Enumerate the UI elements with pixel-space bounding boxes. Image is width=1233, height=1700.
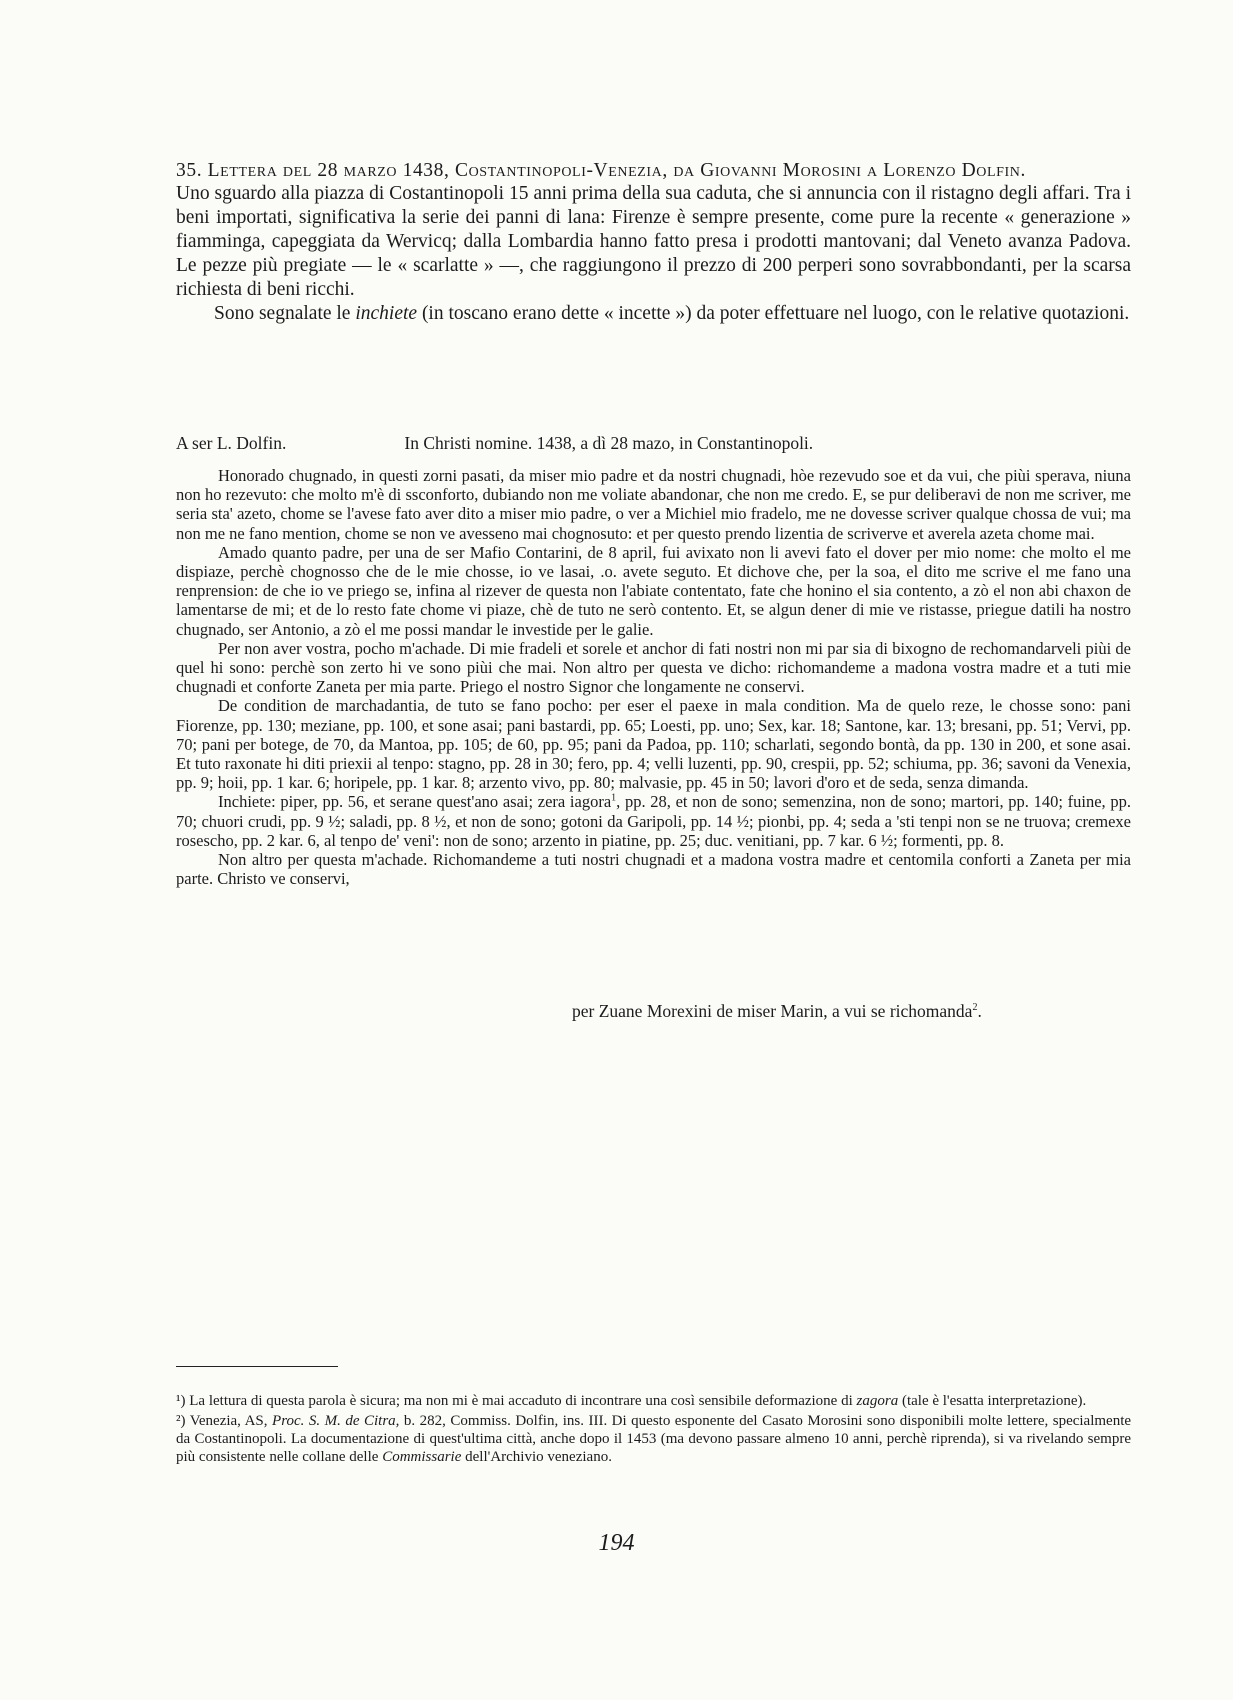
document-number: 35. [176, 160, 203, 181]
letter-text-span: Inchiete: piper, pp. 56, et serane quest'ano asai; zera iagora [218, 792, 612, 812]
footnote-term: Proc. S. M. de Citra, [272, 1413, 400, 1429]
intro-text-span: Sono segnalate le [214, 303, 351, 324]
letter-signature: per Zuane Morexini de miser Marin, a vui se richomanda$^2$. [572, 1001, 982, 1021]
intro-term: inchiete [355, 303, 418, 324]
letter-paragraph: Per non aver vostra, pocho m'achade. Di mie fradeli et sorele et anchor di fati nostri non mi par sia di bixogno de rechomandarveli piùi de quel hi sono: perchè son zerto hi ve sono piùi che mai. Non altro per questa ve dicho: richomandeme a madona vostra madre et a tuti mie chugnadi et conforte Zaneta per mia parte. Priego el nostro Signor che longamente ne conservi. [176, 638, 1131, 697]
footnote-text: La lettura di questa parola è sicura; ma non mi è mai accaduto di incontrare una così sensibile deformazione di [189, 1393, 853, 1409]
footnote-marker: 1 [611, 792, 617, 804]
letter-paragraph: Honorado chugnado, in questi zorni pasati, da miser mio padre et da nostri chugnadi, hòe rezevudo soe et da vui, che piùi sperava, niuna non ho rezevuto: che molto m'è di ssconforto, dubiando non me voliate abandonar, che non me credo. E, se pur deliberavi de non me scriver, me seria sta' azeto, chome se l'avese fato aver dito a miser mio padre, o ver a Michiel mio fradelo, me ne dovesse scriver qualque chossa de vui; ma non me ne fano mention, chome se non ve avesseno mai chognosuto: et per questo prendo lizentia de scriverve et averela azeta chome mai. [176, 466, 1131, 543]
page-number: 194 [598, 1530, 635, 1556]
footnote-text: b. 282, Commiss. Dolfin, ins. III. Di questo esponente del Casato Morosini sono disponibili molte lettere, specialmente da Costantinopoli. La documentazione di quest'ultima città, anche dopo il 1453 (ma devono passare almeno 10 anni, perchè riprenda), si va rivelando sempre più consistente nelle collane delle [176, 1413, 1132, 1465]
footnote-mark: ¹) [176, 1393, 186, 1409]
letter-text-span: , pp. 28, et non de sono; semenzina, non de sono; martori, pp. 140; fuine, pp. 70; chuori crudi, pp. 9 ½; saladi, pp. 8 ½, et non de sono; gotoni da Garipoli, pp. 14 ½; pionbi, pp. 4; seda a 'sti tenpi non se ne truova; cremexe rosescho, pp. 2 kar. 6, al tenpo de' veni': non de sono; arzento in piatine, pp. 25; duc. venitiani, pp. 7 kar. 6 ½; formenti, pp. 8. [176, 792, 1131, 850]
letter-paragraph [176, 792, 1131, 850]
footnote-marker: 2 [972, 1002, 978, 1014]
intro-text-span: (in toscano erano dette « incette ») da poter effettuare nel luogo, con le relative quotazioni. [421, 303, 1130, 324]
footnote [176, 1392, 1131, 1410]
footnote-text: Venezia, AS, [189, 1413, 268, 1429]
intro-text [176, 182, 1131, 326]
intro-paragraph: Uno sguardo alla piazza di Costantinopoli 15 anni prima della sua caduta, che si annuncia con il ristagno degli affari. Tra i beni importati, significativa la serie dei panni di lana: Firenze è sempre presente, come pure la recente « generazione » fiamminga, capeggiata da Wervicq; dalla Lombardia hanno fatto presa i prodotti mantovani; dal Veneto avanza Padova. Le pezze più pregiate — le « scarlatte » —, che raggiungono il prezzo di 200 perperi sono sovrabbondanti, per la scarsa richiesta di beni ricchi. [176, 183, 1131, 300]
footnote [176, 1412, 1131, 1466]
letter-dateline [176, 432, 1131, 454]
footnote-term: Commissarie [382, 1449, 462, 1465]
footnote-mark: ²) [176, 1413, 186, 1429]
addressee: A ser L. Dolfin. [176, 433, 287, 453]
footnotes [176, 1392, 1131, 1468]
place-date: In Christi nomine. 1438, a dì 28 mazo, in Constantinopoli. [404, 433, 814, 453]
document-title: Lettera del 28 marzo 1438, Costantinopoli-Venezia, da Giovanni Morosini a Lorenzo Dolfin. [207, 160, 1026, 181]
footnote-divider [176, 1366, 338, 1367]
intro-paragraph [176, 302, 1131, 326]
footnote-text: (tale è l'esatta interpretazione). [901, 1393, 1087, 1409]
document-heading [176, 160, 1131, 183]
letter-paragraph: Non altro per questa m'achade. Richomandeme a tuti nostri chugnadi et a madona vostra madre et centomila conforti a Zaneta per mia parte. Christo ve conservi, [176, 850, 1131, 889]
letter-paragraph: De condition de marchadantia, de tuto se fano pocho: per eser el paexe in mala condition. Ma de quelo reze, le chosse sono: pani Fiorenze, pp. 130; meziane, pp. 100, et sone asai; pani bastardi, pp. 65; Loesti, pp. uno; Sex, kar. 18; Santone, kar. 13; bresani, pp. 51; Vervi, pp. 70; pani per botege, de 70, da Mantoa, pp. 105; de 60, pp. 95; pani da Padoa, pp. 110; scharlati, segondo bontà, da pp. 130 in 200, et sone asai. Et tuto raxonate hi diti priexii al tenpo: stagno, pp. 28 in 30; fero, pp. 4; velli luzenti, pp. 90, crespii, pp. 52; schiuma, pp. 36; savoni da Venexia, pp. 9; hoii, pp. 1 kar. 6; horipele, pp. 1 kar. 8; arzento vivo, pp. 80; malvasie, pp. 45 in 50; lavori d'oro et de seda, senza dimanda. [176, 696, 1131, 793]
letter-paragraph: Amado quanto padre, per una de ser Mafio Contarini, de 8 april, fui avixato non li avevi fato el dover per mio nome: che molto el me dispiaze, perchè chognosso che de le mie chosse, io ve lasai, .o. avete seguto. Et dichove che, per la soa, el dito me scrive el me fano una renprension: de che io ve priego se, infina al rizever de questa non l'abiate contentato, fate che honino el sia contento, a zò el non abi chaxon de lamentarse de mi; et de lo resto fate chome vi piaze, chè de tuto ne serò contento. Et, se algun dener di mie ve ristasse, priegue datili ha nostro chugnado, ser Antonio, a zò el me possi mandar le investide per le galie. [176, 542, 1131, 639]
footnote-text: dell'Archivio veneziano. [465, 1449, 612, 1465]
signature-text: per Zuane Morexini de miser Marin, a vui se richomanda [572, 1001, 973, 1021]
letter-body [176, 466, 1131, 888]
footnote-term: zagora [856, 1393, 899, 1409]
